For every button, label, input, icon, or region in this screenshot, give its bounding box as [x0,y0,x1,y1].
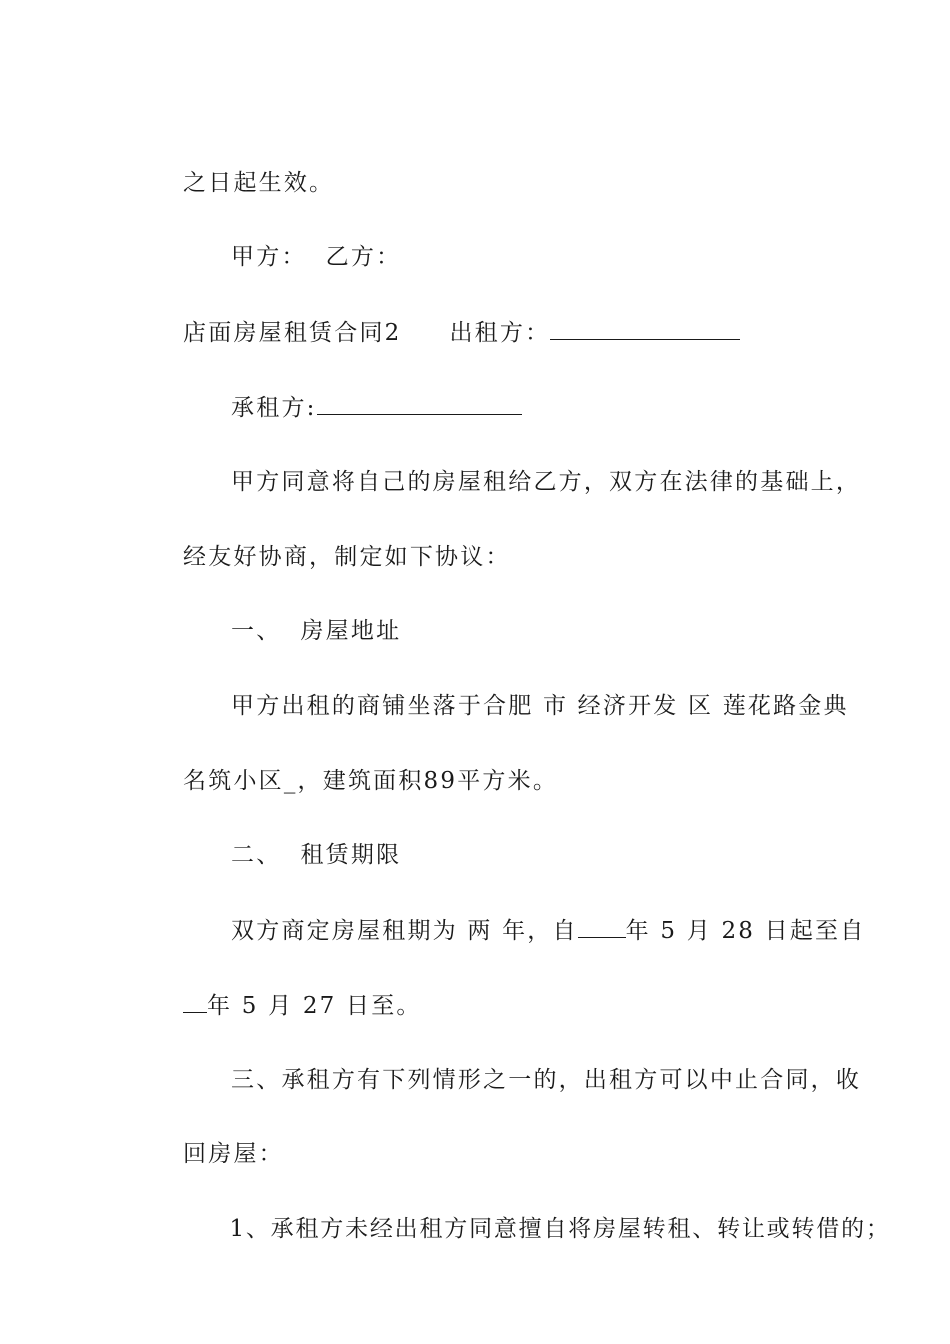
text: 甲方出租的商铺坐落于合肥 市 经济开发 区 莲花路金典 [231,693,849,719]
text: 年 5 月 27 日至。 [207,993,422,1019]
lessee-label: 承租方: [231,395,317,421]
year-blank [183,990,207,1013]
section-heading-termination [193,1035,861,1125]
text: 三、承租方有下列情形之一的，出租方可以中止合同，收 [231,1067,862,1093]
text: 年 5 月 28 日起至自 [625,918,866,944]
text: 甲方同意将自己的房屋租给乙方，双方在法律的基础上， [231,469,862,495]
text: 1、承租方未经出租方同意擅自将房屋转租、转让或转借的； [229,1216,891,1242]
year-blank [578,915,626,938]
text: 经友好协商，制定如下协议： [183,544,511,570]
text: 回房屋： [183,1141,284,1167]
lessor-blank [550,317,740,340]
list-item-1 [193,1184,891,1274]
text: 名筑小区_，建筑面积89平方米。 [183,768,559,794]
text: 之日起生效。 [183,170,335,196]
lessee-blank [317,392,522,415]
text: 二、 租赁期限 [231,842,402,868]
contract-title: 店面房屋租赁合同2 [183,320,402,346]
lessor-label: 出租方： [449,320,551,346]
text: 一、 房屋地址 [231,618,402,644]
text: 双方商定房屋租期为 两 年，自 [231,918,578,944]
text: 甲方： 乙方： [231,244,402,270]
